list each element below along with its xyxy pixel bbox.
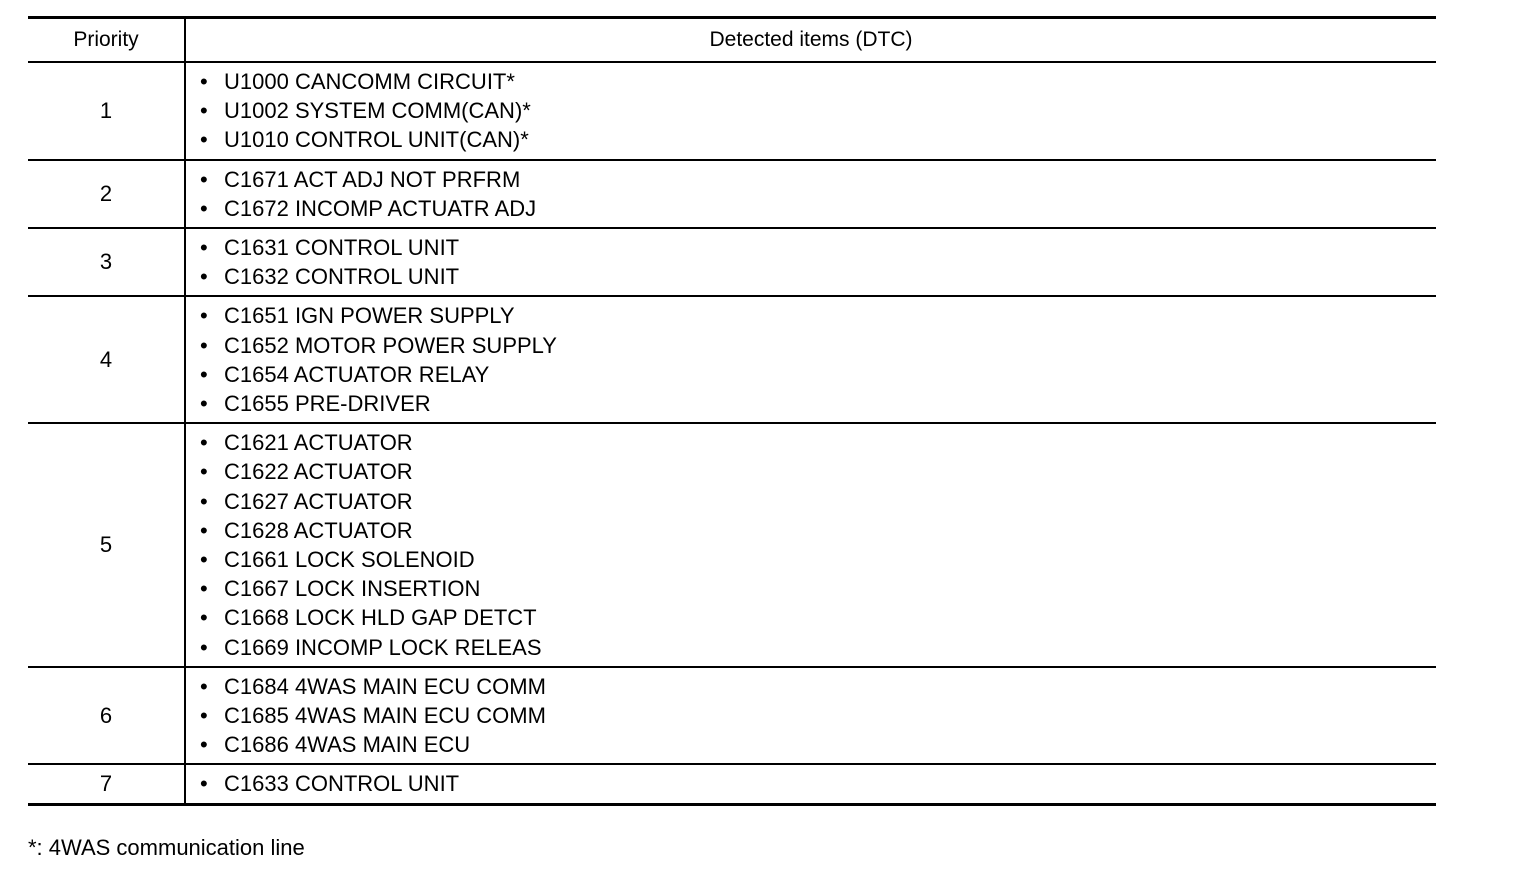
bullet-icon: •	[200, 391, 208, 417]
dtc-item-text: C1686 4WAS MAIN ECU	[224, 732, 471, 758]
list-item	[200, 301, 1436, 330]
list-item	[200, 428, 1436, 457]
dtc-item-text: U1002 SYSTEM COMM(CAN)*	[224, 98, 531, 124]
priority-cell: 3	[28, 228, 185, 296]
list-item	[200, 516, 1436, 545]
detected-items-cell	[185, 228, 1436, 296]
bullet-icon: •	[200, 517, 208, 543]
priority-cell: 2	[28, 160, 185, 228]
bullet-icon: •	[200, 303, 208, 329]
dtc-item-text: U1000 CANCOMM CIRCUIT*	[224, 69, 515, 94]
list-item	[200, 165, 1436, 194]
bullet-icon: •	[200, 576, 208, 602]
dtc-item-text: C1671 ACT ADJ NOT PRFRM	[224, 166, 521, 192]
list-item	[200, 125, 1436, 154]
list-item	[200, 769, 1436, 798]
bullet-icon: •	[200, 98, 208, 124]
bullet-icon: •	[200, 771, 208, 797]
dtc-item-text: C1631 CONTROL UNIT	[224, 235, 460, 261]
list-item	[200, 545, 1436, 574]
table-header	[28, 18, 1436, 63]
bullet-icon: •	[200, 732, 208, 758]
bullet-icon: •	[200, 703, 208, 729]
dtc-list	[186, 424, 1436, 666]
list-item	[200, 603, 1436, 632]
list-item	[200, 194, 1436, 223]
list-item	[200, 262, 1436, 291]
bullet-icon: •	[200, 488, 208, 514]
dtc-list	[186, 161, 1436, 227]
dtc-item-text: C1622 ACTUATOR	[224, 459, 413, 485]
dtc-item-text: C1628 ACTUATOR	[224, 517, 413, 543]
dtc-list	[186, 229, 1436, 295]
table-body	[28, 62, 1436, 804]
dtc-item-text: C1669 INCOMP LOCK RELEAS	[224, 634, 542, 660]
priority-column-header: Priority	[28, 18, 185, 63]
dtc-item-text: C1667 LOCK INSERTION	[224, 576, 481, 602]
bullet-icon: •	[200, 459, 208, 485]
dtc-item-text: C1633 CONTROL UNIT	[224, 771, 460, 797]
detected-items-cell	[185, 764, 1436, 804]
detected-items-cell	[185, 423, 1436, 667]
table-row	[28, 423, 1436, 667]
dtc-item-text: C1627 ACTUATOR	[224, 488, 413, 514]
detected-items-cell	[185, 160, 1436, 228]
list-item	[200, 96, 1436, 125]
bullet-icon: •	[200, 69, 208, 94]
dtc-list	[186, 63, 1436, 159]
table-row	[28, 228, 1436, 296]
dtc-list	[186, 297, 1436, 422]
table-row	[28, 160, 1436, 228]
list-item	[200, 233, 1436, 262]
table-row	[28, 667, 1436, 765]
list-item	[200, 730, 1436, 759]
table-row	[28, 62, 1436, 160]
bullet-icon: •	[200, 634, 208, 660]
table-row	[28, 296, 1436, 423]
dtc-item-text: C1652 MOTOR POWER SUPPLY	[224, 332, 557, 358]
detected-items-column-header: Detected items (DTC)	[185, 18, 1436, 63]
bullet-icon: •	[200, 127, 208, 153]
list-item	[200, 487, 1436, 516]
priority-cell: 6	[28, 667, 185, 765]
list-item	[200, 574, 1436, 603]
list-item	[200, 67, 1436, 96]
dtc-item-text: C1661 LOCK SOLENOID	[224, 547, 475, 573]
priority-cell: 1	[28, 62, 185, 160]
list-item	[200, 457, 1436, 486]
bullet-icon: •	[200, 166, 208, 192]
list-item	[200, 331, 1436, 360]
detected-items-cell	[185, 296, 1436, 423]
bullet-icon: •	[200, 332, 208, 358]
dtc-item-text: U1010 CONTROL UNIT(CAN)*	[224, 127, 529, 153]
priority-cell: 7	[28, 764, 185, 804]
table-row	[28, 764, 1436, 804]
list-item	[200, 633, 1436, 662]
list-item	[200, 389, 1436, 418]
dtc-item-text: C1654 ACTUATOR RELAY	[224, 361, 490, 387]
list-item	[200, 701, 1436, 730]
dtc-priority-table	[28, 16, 1436, 806]
bullet-icon: •	[200, 235, 208, 261]
priority-cell: 4	[28, 296, 185, 423]
bullet-icon: •	[200, 605, 208, 631]
footnote: *: 4WAS communication line	[28, 835, 305, 860]
bullet-icon: •	[200, 430, 208, 456]
list-item	[200, 360, 1436, 389]
dtc-list	[186, 765, 1436, 802]
dtc-item-text: C1651 IGN POWER SUPPLY	[224, 303, 515, 329]
bullet-icon: •	[200, 264, 208, 290]
bullet-icon: •	[200, 547, 208, 573]
detected-items-cell	[185, 667, 1436, 765]
dtc-item-text: C1684 4WAS MAIN ECU COMM	[224, 673, 546, 699]
dtc-item-text: C1655 PRE-DRIVER	[224, 391, 431, 417]
bullet-icon: •	[200, 195, 208, 221]
dtc-item-text: C1668 LOCK HLD GAP DETCT	[224, 605, 537, 631]
dtc-item-text: C1632 CONTROL UNIT	[224, 264, 460, 290]
bullet-icon: •	[200, 361, 208, 387]
dtc-item-text: C1672 INCOMP ACTUATR ADJ	[224, 195, 537, 221]
dtc-item-text: C1621 ACTUATOR	[224, 430, 413, 456]
priority-cell: 5	[28, 423, 185, 667]
list-item	[200, 672, 1436, 701]
dtc-list	[186, 668, 1436, 764]
dtc-item-text: C1685 4WAS MAIN ECU COMM	[224, 703, 546, 729]
detected-items-cell	[185, 62, 1436, 160]
bullet-icon: •	[200, 673, 208, 699]
